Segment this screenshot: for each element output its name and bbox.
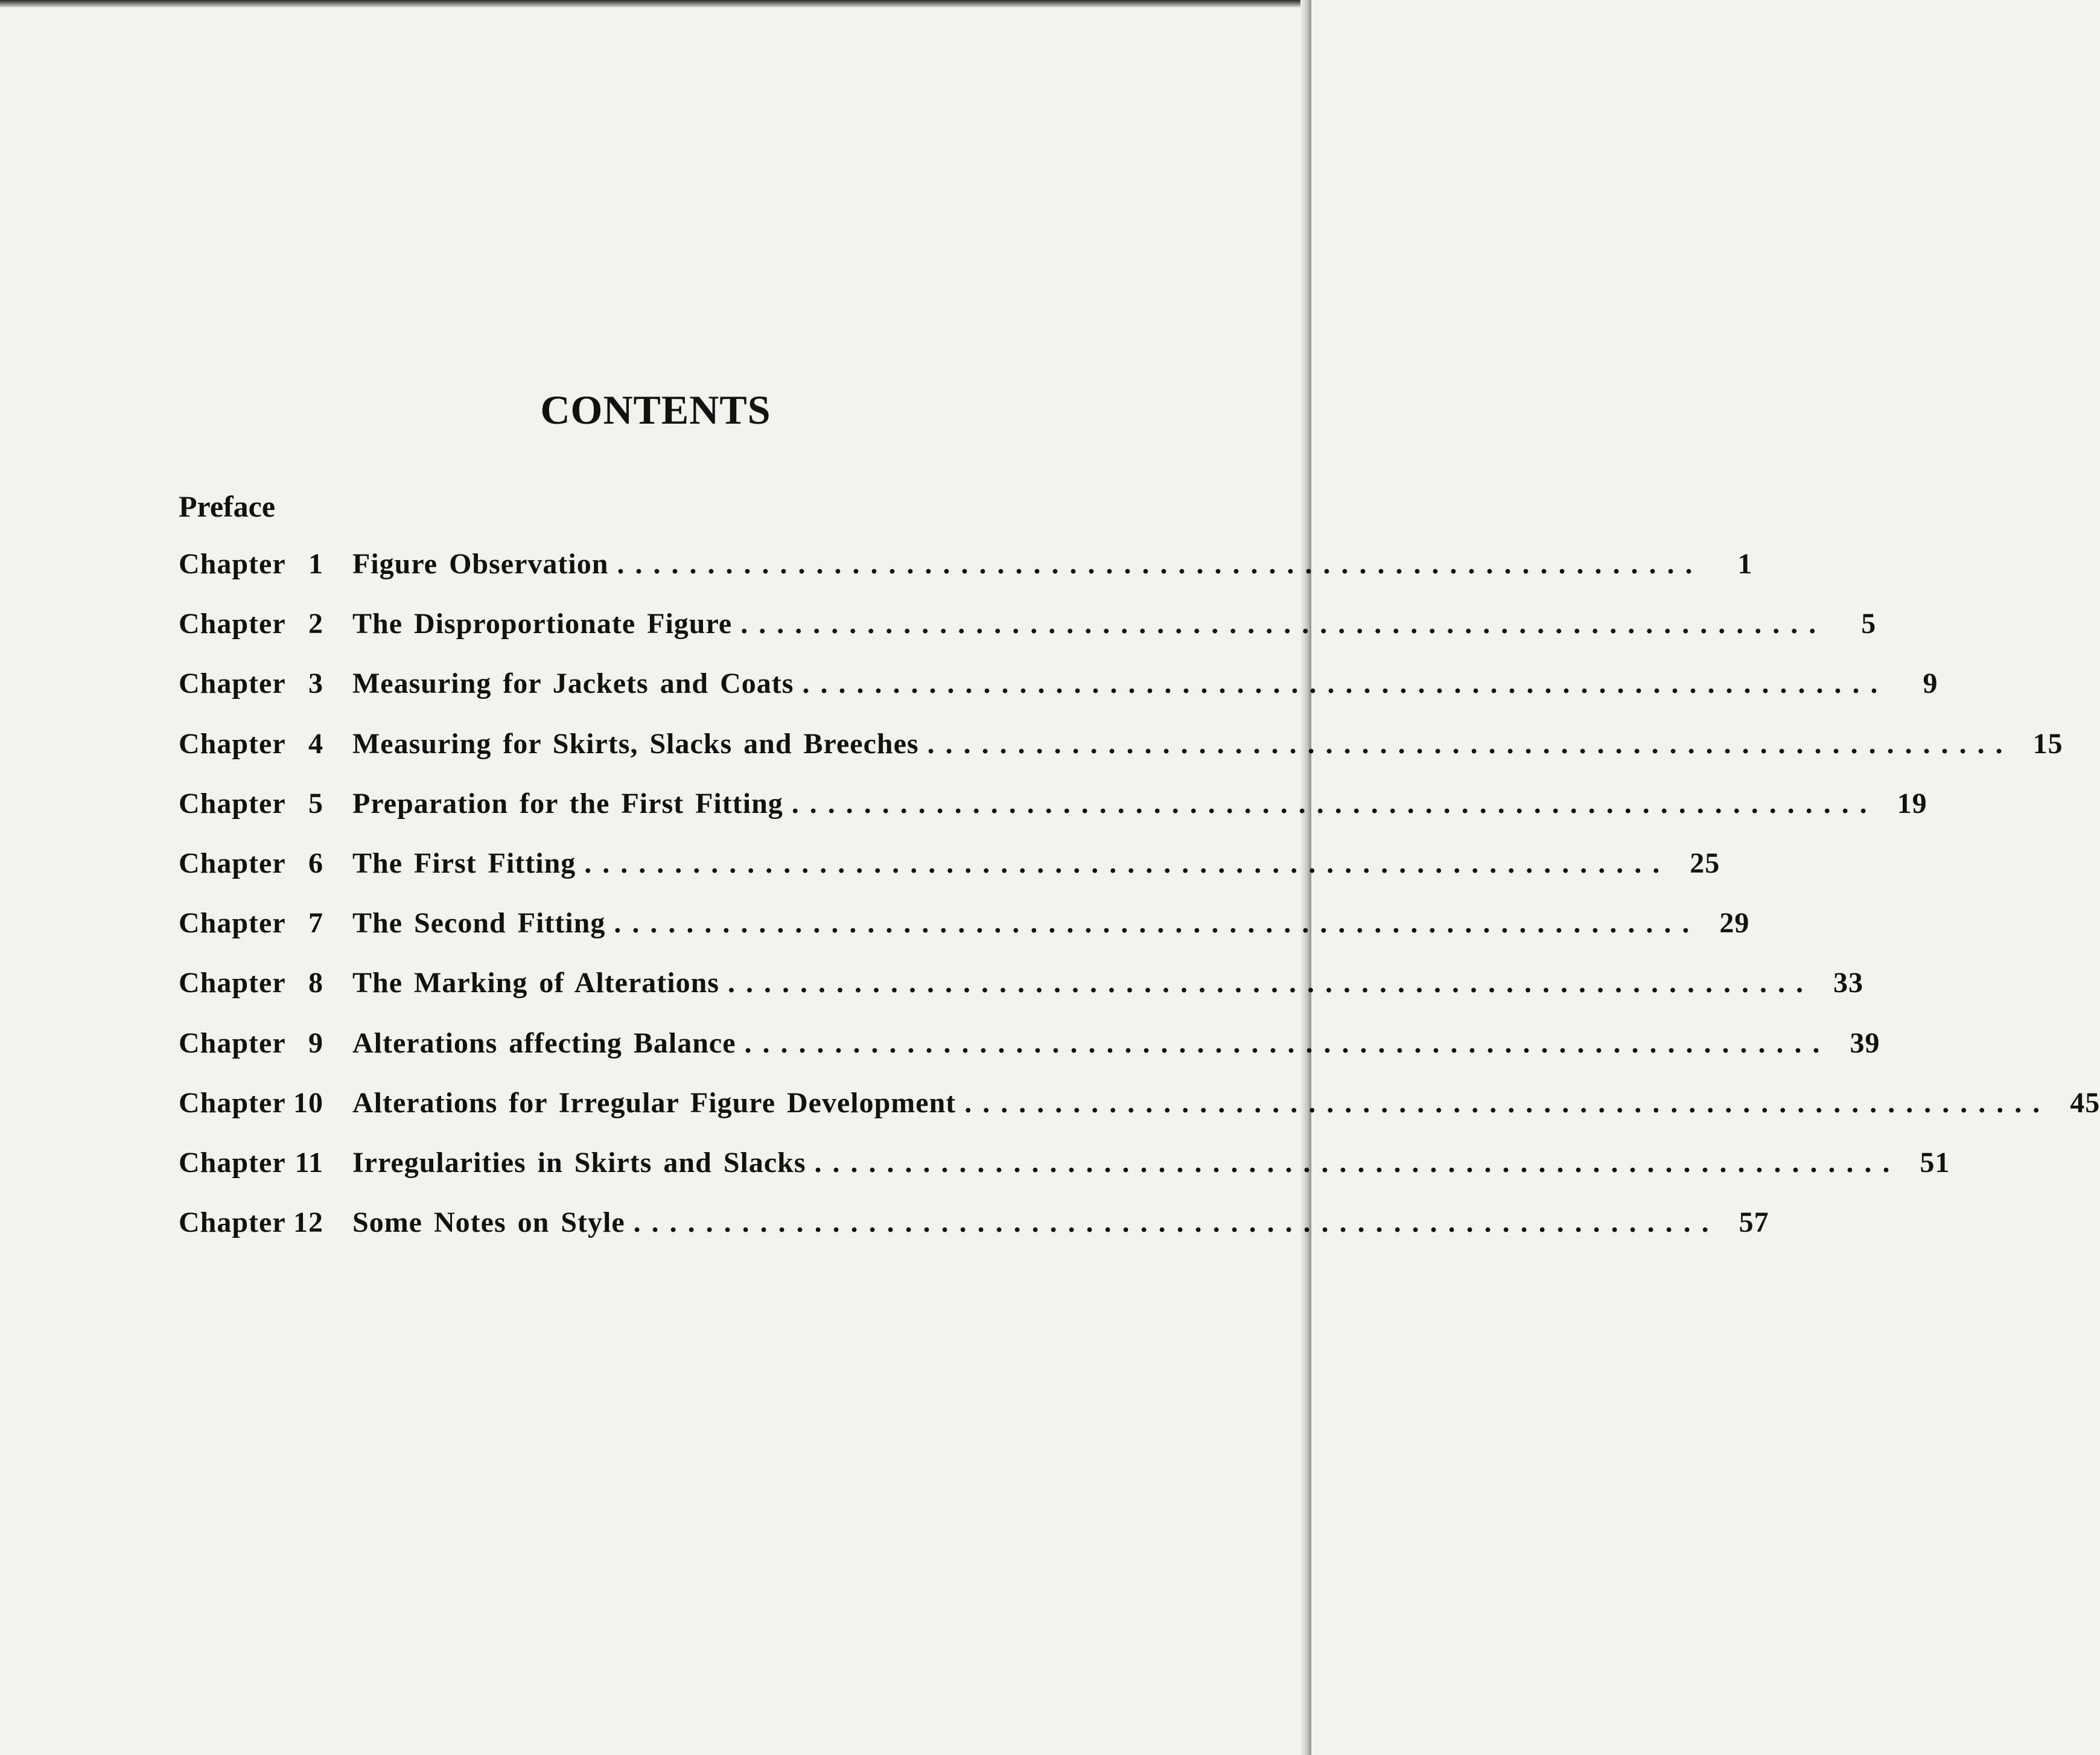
page-number: 19 <box>1897 787 1927 820</box>
chapter-number: 11 <box>294 1146 323 1179</box>
dot-leader: ............................................................ <box>633 1206 1720 1239</box>
chapter-number: 10 <box>293 1086 323 1119</box>
chapter-label: Chapter <box>179 548 286 581</box>
dot-leader: ............................................................ <box>617 548 1704 581</box>
toc-row <box>179 1133 1950 1193</box>
chapter-label: Chapter <box>179 1027 286 1059</box>
chapter-title: The First Fitting <box>352 847 576 880</box>
toc-row <box>179 714 2063 774</box>
toc-row <box>179 833 1720 893</box>
toc-row <box>179 654 1938 713</box>
dot-leader: ............................................................ <box>584 847 1671 880</box>
page-number: 57 <box>1739 1206 1769 1239</box>
page-number: 39 <box>1850 1027 1880 1059</box>
chapter-title: The Second Fitting <box>352 907 606 940</box>
page-number: 9 <box>1923 667 1938 700</box>
table-of-contents <box>179 534 2100 1252</box>
chapter-label: Chapter <box>179 907 286 940</box>
toc-row <box>179 1073 2100 1133</box>
toc-row <box>179 1013 1880 1073</box>
page-number: 5 <box>1861 608 1877 640</box>
dot-leader: ............................................................ <box>740 608 1827 640</box>
toc-row <box>179 1193 1769 1252</box>
toc-row <box>179 534 1753 594</box>
chapter-title: Measuring for Skirts, Slacks and Breeches <box>352 727 919 760</box>
chapter-number: 3 <box>308 667 323 700</box>
chapter-label: Chapter <box>179 967 286 999</box>
chapter-label: Chapter <box>179 1206 286 1239</box>
dot-leader: ............................................................ <box>744 1027 1831 1059</box>
toc-preface: Preface <box>179 489 276 523</box>
chapter-number: 12 <box>293 1206 323 1239</box>
dot-leader: ............................................................ <box>727 967 1814 999</box>
chapter-title: The Marking of Alterations <box>352 967 719 999</box>
chapter-title: Irregularities in Skirts and Slacks <box>352 1146 806 1179</box>
toc-row <box>179 594 1877 654</box>
chapter-number: 2 <box>308 608 323 640</box>
chapter-number: 4 <box>308 727 323 760</box>
chapter-title: The Disproportionate Figure <box>352 608 733 640</box>
chapter-number: 1 <box>308 548 323 581</box>
page-number: 1 <box>1737 548 1753 581</box>
dot-leader: ............................................................ <box>964 1086 2051 1119</box>
dot-leader: ............................................................ <box>791 787 1878 820</box>
dot-leader: ............................................................ <box>814 1146 1901 1179</box>
dot-leader: ............................................................ <box>927 727 2014 760</box>
chapter-number: 7 <box>308 907 323 940</box>
chapter-number: 8 <box>308 967 323 999</box>
chapter-label: Chapter <box>179 608 286 640</box>
chapter-title: Preparation for the First Fitting <box>352 787 783 820</box>
chapter-label: Chapter <box>179 667 286 700</box>
page-top-edge <box>0 0 1311 7</box>
page-title: CONTENTS <box>540 387 771 433</box>
toc-row <box>179 953 1863 1013</box>
chapter-title: Alterations affecting Balance <box>352 1027 736 1059</box>
chapter-title: Alterations for Irregular Figure Development <box>352 1086 956 1119</box>
chapter-label: Chapter <box>179 847 286 880</box>
chapter-number: 5 <box>308 787 323 820</box>
page-number: 29 <box>1719 907 1750 940</box>
chapter-label: Chapter <box>179 787 286 820</box>
chapter-number: 6 <box>308 847 323 880</box>
page-number: 45 <box>2070 1086 2100 1119</box>
chapter-label: Chapter <box>179 1086 286 1119</box>
chapter-title: Some Notes on Style <box>352 1206 625 1239</box>
dot-leader: ............................................................ <box>802 667 1889 700</box>
chapter-title: Figure Observation <box>352 548 609 581</box>
toc-row <box>179 774 1927 833</box>
dot-leader: ............................................................ <box>614 907 1701 940</box>
page-number: 15 <box>2032 727 2063 760</box>
chapter-label: Chapter <box>179 1146 286 1179</box>
chapter-label: Chapter <box>179 727 286 760</box>
toc-row <box>179 893 1750 953</box>
chapter-title: Measuring for Jackets and Coats <box>352 667 794 700</box>
chapter-number: 9 <box>308 1027 323 1059</box>
page-number: 51 <box>1920 1146 1950 1179</box>
page-number: 25 <box>1690 847 1720 880</box>
page-number: 33 <box>1833 967 1863 999</box>
